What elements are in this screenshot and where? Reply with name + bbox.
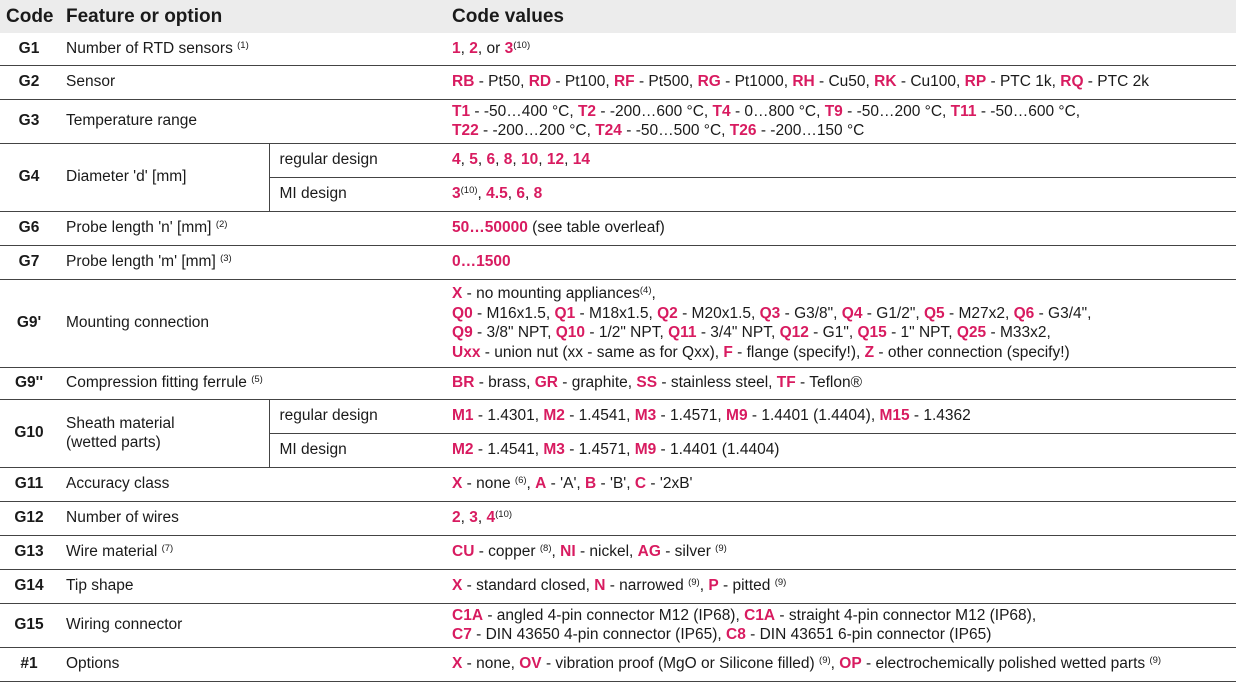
- code-key: Q11: [668, 324, 697, 341]
- value-text: - stainless steel,: [657, 374, 777, 392]
- code-key: Q9: [452, 324, 473, 341]
- code-key: C8: [726, 626, 746, 643]
- code-key: X: [452, 285, 463, 302]
- code-key: 50…50000: [452, 219, 528, 237]
- values-cell: [444, 143, 1236, 177]
- value-text: - electrochemically polished wetted parts: [861, 655, 1150, 673]
- value-text: - union nut (xx - same as for Qxx),: [480, 343, 724, 361]
- value-text: ,: [564, 151, 573, 169]
- feature-cell: [58, 143, 269, 211]
- value-text: ,: [495, 151, 504, 169]
- value-text: - M27x2,: [944, 304, 1014, 322]
- value-text: ,: [538, 151, 547, 169]
- value-text: - Cu100,: [896, 73, 965, 91]
- value-text: (see table overleaf): [527, 219, 665, 237]
- footnote-ref: (9): [715, 543, 727, 555]
- code-key: TF: [776, 374, 796, 392]
- value-text: - flange (specify!),: [732, 343, 865, 361]
- code-key: 3: [469, 509, 478, 527]
- table-row: [0, 399, 1236, 433]
- table-row: [0, 65, 1236, 99]
- code-key: C1A: [744, 606, 776, 624]
- value-text: - vibration proof (MgO or Silicone filled): [541, 655, 820, 673]
- code-key: 6: [486, 151, 496, 169]
- code-key: M9: [634, 441, 657, 459]
- value-text: - 3/4" NPT,: [696, 324, 780, 341]
- value-text: - M18x1.5,: [575, 304, 658, 322]
- feature-label-line2: (wetted parts): [66, 434, 161, 451]
- table-row: [0, 535, 1236, 569]
- footnote-ref: (8): [539, 543, 552, 555]
- header-code: Code: [0, 0, 58, 33]
- code-key: RB: [452, 73, 475, 91]
- value-text: - G3/4",: [1034, 304, 1092, 322]
- code-key: GR: [534, 374, 558, 392]
- footnote-ref: (9): [1149, 655, 1162, 667]
- value-text: - narrowed: [605, 577, 689, 595]
- code-key: X: [452, 475, 463, 493]
- footnote-ref: (1): [237, 40, 249, 51]
- value-text: - -50…600 °C,: [976, 102, 1081, 120]
- value-text: ,: [477, 151, 487, 169]
- code-key: B: [585, 475, 597, 493]
- value-text: - -200…600 °C,: [596, 102, 713, 120]
- value-text: - M20x1.5,: [677, 304, 760, 322]
- code-key: T9: [824, 102, 843, 120]
- value-text: ,: [551, 543, 561, 561]
- table-row: [0, 367, 1236, 399]
- value-text: - brass,: [474, 374, 535, 392]
- value-text: - 'B',: [596, 475, 635, 493]
- values-cell: [444, 535, 1236, 569]
- code-key: 1: [452, 40, 461, 57]
- value-text: - straight 4-pin connector M12 (IP68),: [775, 606, 1037, 624]
- values-cell: [444, 647, 1236, 681]
- code-key: Q15: [857, 324, 887, 341]
- value-text: - Pt1000,: [720, 73, 793, 91]
- feature-cell: [58, 467, 444, 501]
- code-key: M2: [452, 441, 474, 459]
- value-text: ,: [477, 509, 487, 527]
- code-cell: G9'': [0, 367, 58, 399]
- table-row: [0, 33, 1236, 65]
- code-key: M2: [543, 407, 565, 425]
- code-key: Q6: [1013, 304, 1035, 322]
- values-cell: [444, 569, 1236, 603]
- code-key: C7: [452, 626, 472, 643]
- table-row: [0, 279, 1236, 367]
- values-cell: [444, 501, 1236, 535]
- code-key: M9: [726, 407, 748, 425]
- code-key: 14: [572, 151, 591, 169]
- code-key: RH: [792, 73, 815, 91]
- value-text: ,: [507, 185, 517, 203]
- values-cell: [444, 245, 1236, 279]
- code-key: 8: [503, 151, 513, 169]
- footnote-ref: (7): [161, 543, 174, 555]
- table-row: [0, 99, 1236, 143]
- footnote-ref: (2): [215, 219, 228, 231]
- code-cell: G13: [0, 535, 58, 569]
- feature-label: Tip shape: [66, 577, 134, 595]
- code-key: 10: [521, 151, 539, 169]
- value-text: - 1.4571,: [564, 441, 635, 459]
- feature-cell: [58, 399, 269, 467]
- footnote-ref: (10): [513, 40, 531, 51]
- code-cell: G11: [0, 467, 58, 501]
- value-text: - other connection (specify!): [874, 343, 1070, 361]
- code-cell: G9': [0, 279, 58, 367]
- value-text: ,: [651, 285, 656, 302]
- feature-cell: [58, 211, 444, 245]
- footnote-ref: (9): [819, 655, 831, 667]
- value-text: - copper: [474, 543, 540, 561]
- code-key: C1A: [452, 606, 484, 624]
- value-text: - G3/8",: [780, 304, 842, 322]
- feature-label: Probe length 'n' [mm]: [66, 219, 212, 237]
- code-key: 2: [452, 509, 461, 527]
- code-key: F: [723, 343, 733, 361]
- value-text: - Pt100,: [551, 73, 614, 91]
- code-cell: G15: [0, 603, 58, 647]
- code-key: BR: [452, 374, 475, 392]
- code-key: 3: [452, 185, 461, 203]
- values-cell: [444, 33, 1236, 65]
- code-cell: G10: [0, 399, 58, 467]
- code-cell: #1: [0, 647, 58, 681]
- feature-label: Compression fitting ferrule: [66, 374, 247, 392]
- values-cell: [444, 367, 1236, 399]
- code-cell: G7: [0, 245, 58, 279]
- feature-cell: [58, 569, 444, 603]
- header-values: Code values: [444, 0, 1236, 33]
- feature-label: Temperature range: [66, 112, 197, 130]
- values-cell: [444, 211, 1236, 245]
- sub-option-label: MI design: [269, 433, 444, 467]
- code-key: P: [708, 577, 719, 595]
- code-key: Q5: [923, 304, 945, 322]
- code-key: Q1: [554, 304, 576, 322]
- code-key: Uxx: [452, 343, 481, 361]
- code-key: RD: [528, 73, 552, 91]
- code-key: OV: [519, 655, 542, 673]
- footnote-ref: (10): [495, 509, 513, 521]
- code-key: Q25: [956, 324, 987, 341]
- code-key: 5: [469, 151, 478, 169]
- value-text: - M16x1.5,: [472, 304, 555, 322]
- code-key: Q2: [657, 304, 678, 322]
- values-cell: [444, 433, 1236, 467]
- value-text: - graphite,: [557, 374, 637, 392]
- sub-option-label: regular design: [269, 399, 444, 433]
- value-text: - 3/8" NPT,: [472, 324, 556, 341]
- values-cell: [444, 279, 1236, 367]
- code-key: 12: [546, 151, 565, 169]
- code-key: M15: [879, 407, 910, 425]
- value-text: - Cu50,: [814, 73, 875, 91]
- value-text: ,: [699, 577, 709, 595]
- feature-label: Options: [66, 655, 120, 673]
- header-row: [0, 0, 1236, 33]
- code-key: 4.5: [486, 185, 508, 203]
- code-key: NI: [560, 543, 576, 561]
- code-key: OP: [839, 655, 862, 673]
- value-text: ,: [526, 475, 536, 493]
- value-text: - M33x2,: [986, 324, 1051, 341]
- table-row: [0, 569, 1236, 603]
- value-text: - '2xB': [646, 475, 693, 493]
- values-cell: [444, 177, 1236, 211]
- value-text: ,: [512, 151, 522, 169]
- value-text: - -50…400 °C,: [470, 102, 578, 120]
- code-cell: G1: [0, 33, 58, 65]
- feature-cell: [58, 99, 444, 143]
- sub-option-label: regular design: [269, 143, 444, 177]
- code-key: X: [452, 655, 463, 673]
- value-text: - PTC 1k,: [986, 73, 1061, 91]
- footnote-ref: (10): [460, 185, 478, 197]
- values-cell: [444, 399, 1236, 433]
- code-key: T24: [595, 122, 622, 139]
- code-cell: G6: [0, 211, 58, 245]
- code-key: X: [452, 577, 463, 595]
- code-key: RP: [964, 73, 987, 91]
- code-key: RF: [613, 73, 635, 91]
- code-key: M1: [452, 407, 474, 425]
- code-cell: G4: [0, 143, 58, 211]
- feature-cell: [58, 279, 444, 367]
- value-text: - silver: [660, 543, 716, 561]
- value-text: ,: [460, 40, 470, 57]
- code-key: 3: [504, 40, 514, 57]
- code-key: AG: [637, 543, 661, 561]
- value-text: ,: [830, 655, 840, 673]
- value-text: ,: [460, 509, 470, 527]
- value-text: - none,: [462, 655, 520, 673]
- value-text: - none: [462, 475, 515, 493]
- code-key: T22: [452, 122, 479, 139]
- feature-cell: [58, 535, 444, 569]
- code-key: T2: [577, 102, 597, 120]
- code-key: T1: [452, 102, 471, 120]
- code-key: 4: [486, 509, 496, 527]
- value-text: - no mounting appliances: [462, 285, 640, 302]
- feature-label: Wire material: [66, 543, 158, 561]
- code-key: A: [535, 475, 547, 493]
- value-text: - G1",: [808, 324, 858, 341]
- footnote-ref: (5): [251, 374, 263, 386]
- footnote-ref: (9): [774, 577, 787, 589]
- table-row: [0, 501, 1236, 535]
- code-key: Q0: [452, 304, 473, 322]
- feature-label: Sheath material: [66, 414, 175, 432]
- code-key: Z: [864, 343, 875, 361]
- value-text: ,: [460, 151, 470, 169]
- code-key: N: [594, 577, 606, 595]
- feature-label: Wiring connector: [66, 616, 183, 634]
- value-text: , or: [477, 40, 505, 57]
- value-text: - pitted: [718, 577, 775, 595]
- feature-cell: [58, 65, 444, 99]
- value-text: - -50…200 °C,: [842, 102, 951, 120]
- value-text: - 1.4362: [909, 407, 971, 425]
- code-key: Q10: [555, 324, 586, 341]
- feature-label: Accuracy class: [66, 475, 170, 493]
- feature-label: Diameter 'd' [mm]: [66, 168, 187, 186]
- code-key: 6: [516, 185, 525, 203]
- code-cell: G12: [0, 501, 58, 535]
- value-text: - DIN 43651 6-pin connector (IP65): [745, 626, 992, 643]
- table-row: [0, 603, 1236, 647]
- footnote-ref: (6): [514, 475, 527, 487]
- value-text: - 1/2" NPT,: [585, 324, 669, 341]
- table-row: [0, 467, 1236, 501]
- header-feature: Feature or option: [58, 0, 444, 33]
- value-text: - -200…200 °C,: [478, 122, 596, 139]
- code-key: 4: [452, 151, 461, 169]
- feature-cell: [58, 501, 444, 535]
- value-text: - PTC 2k: [1083, 73, 1149, 91]
- code-cell: G14: [0, 569, 58, 603]
- code-cell: G3: [0, 99, 58, 143]
- value-text: - 1" NPT,: [886, 324, 957, 341]
- value-text: ,: [524, 185, 534, 203]
- code-key: RG: [697, 73, 721, 91]
- footnote-ref: (4): [639, 285, 652, 296]
- value-text: - 1.4401 (1.4404),: [747, 407, 880, 425]
- code-key: C: [634, 475, 647, 493]
- table-row: [0, 647, 1236, 681]
- value-text: - Teflon®: [795, 374, 863, 392]
- feature-label: Sensor: [66, 73, 116, 91]
- values-cell: [444, 603, 1236, 647]
- table-row: [0, 143, 1236, 177]
- table-body: [0, 33, 1236, 681]
- value-text: - -50…500 °C,: [621, 122, 730, 139]
- value-text: - Pt500,: [634, 73, 698, 91]
- code-key: CU: [452, 543, 475, 561]
- table-row: [0, 211, 1236, 245]
- values-cell: [444, 65, 1236, 99]
- value-text: - Pt50,: [474, 73, 529, 91]
- value-text: - 0…800 °C,: [730, 102, 825, 120]
- value-text: ,: [477, 185, 487, 203]
- value-text: - 'A',: [546, 475, 586, 493]
- value-text: - nickel,: [575, 543, 638, 561]
- feature-label: Mounting connection: [66, 314, 210, 332]
- feature-cell: [58, 603, 444, 647]
- feature-cell: [58, 647, 444, 681]
- code-key: 8: [533, 185, 543, 203]
- feature-cell: [58, 245, 444, 279]
- table-row: [0, 245, 1236, 279]
- footnote-ref: (9): [688, 577, 700, 589]
- footnote-ref: (3): [220, 253, 232, 265]
- code-key: 2: [469, 40, 478, 57]
- sub-option-label: MI design: [269, 177, 444, 211]
- code-key: Q4: [841, 304, 863, 322]
- value-text: - 1.4541,: [564, 407, 635, 425]
- code-key: Q12: [779, 324, 809, 341]
- code-key: RK: [874, 73, 897, 91]
- value-text: - 1.4571,: [656, 407, 727, 425]
- code-cell: G2: [0, 65, 58, 99]
- code-key: T26: [729, 122, 757, 139]
- value-text: - standard closed,: [462, 577, 595, 595]
- feature-label: Number of wires: [66, 509, 179, 527]
- value-text: - -200…150 °C: [756, 122, 865, 139]
- code-key: 0…1500: [452, 253, 511, 271]
- value-text: - angled 4-pin connector M12 (IP68),: [483, 606, 745, 624]
- code-key: M3: [634, 407, 657, 425]
- code-key: Q3: [759, 304, 781, 322]
- value-text: - G1/2",: [862, 304, 924, 322]
- value-text: - 1.4401 (1.4404): [656, 441, 780, 459]
- code-key: T11: [950, 102, 977, 120]
- value-text: - 1.4541,: [473, 441, 544, 459]
- value-text: - DIN 43650 4-pin connector (IP65),: [471, 626, 726, 643]
- code-key: SS: [636, 374, 658, 392]
- value-text: - 1.4301,: [473, 407, 544, 425]
- code-key: T4: [712, 102, 731, 120]
- feature-cell: [58, 367, 444, 399]
- feature-label: Number of RTD sensors: [66, 40, 233, 57]
- values-cell: [444, 467, 1236, 501]
- code-key: RQ: [1060, 73, 1084, 91]
- code-key: M3: [543, 441, 565, 459]
- values-cell: [444, 99, 1236, 143]
- feature-cell: [58, 33, 444, 65]
- feature-label: Probe length 'm' [mm]: [66, 253, 216, 271]
